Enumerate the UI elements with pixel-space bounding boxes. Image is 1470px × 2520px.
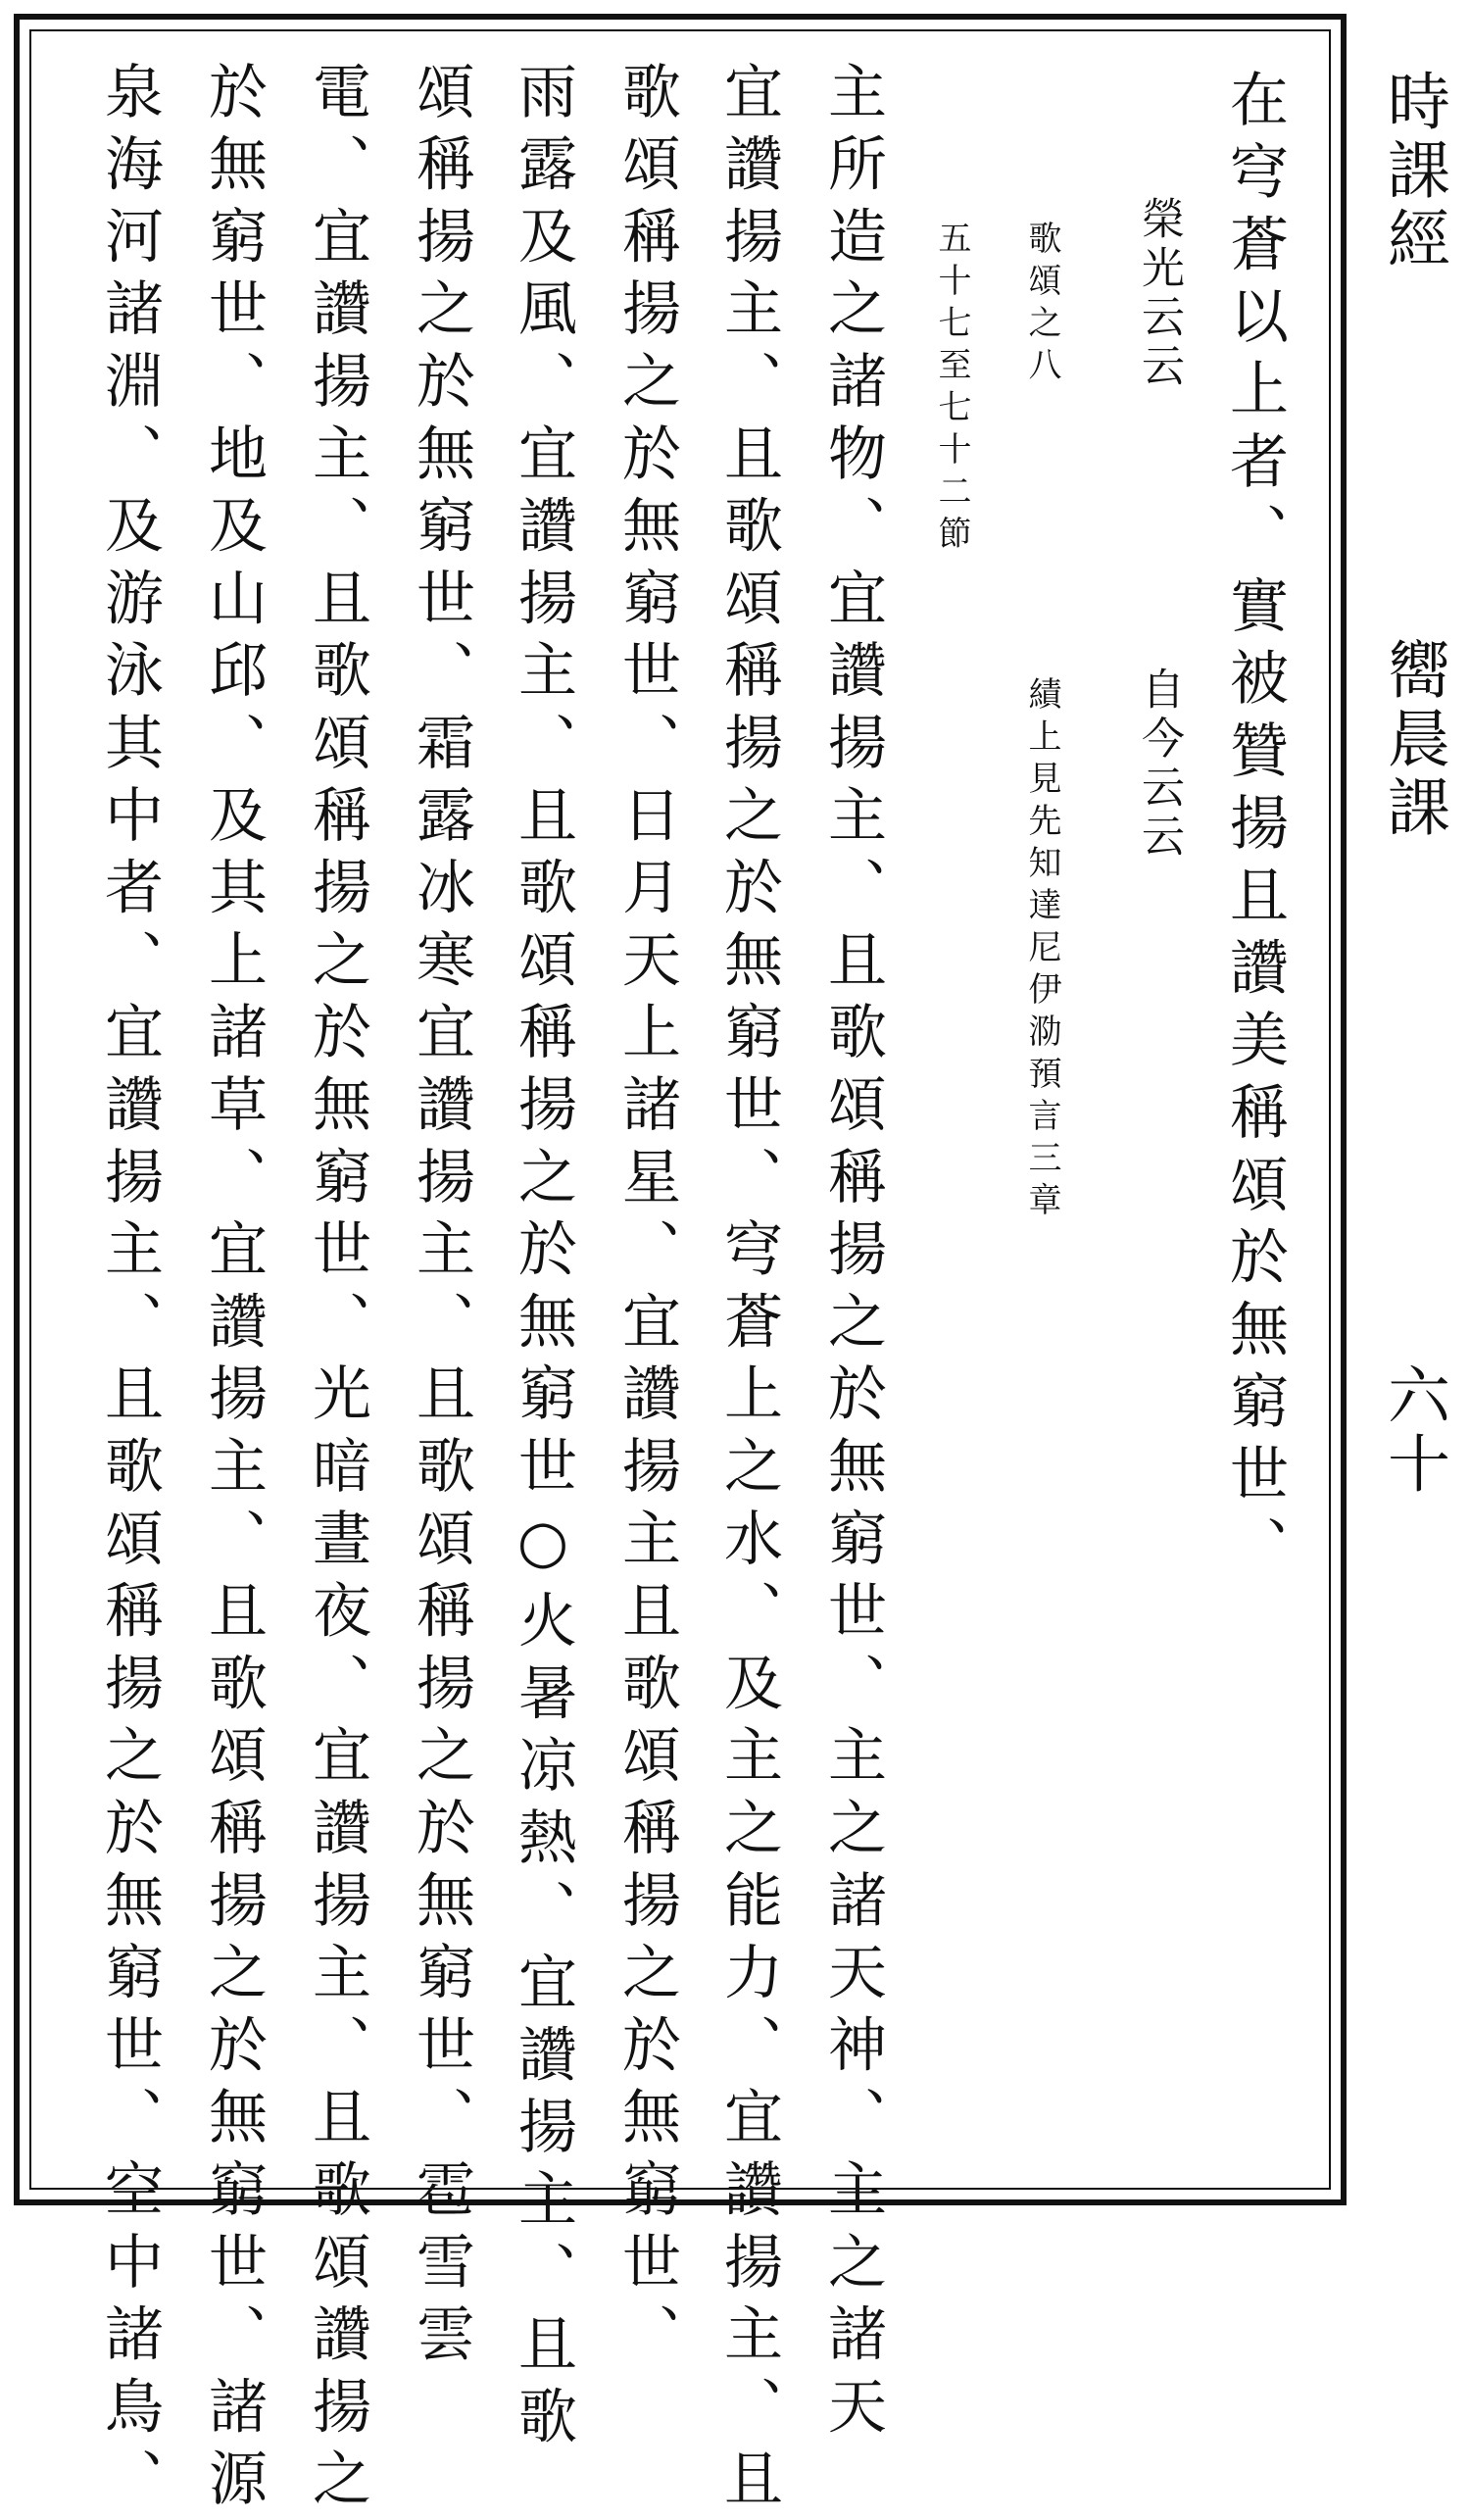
body-line-3: 歌頌稱揚之於無窮世、日月天上諸星、宜讚揚主且歌頌稱揚之於無窮世、 <box>612 61 681 2376</box>
section-title: 嚮晨課 <box>1377 637 1449 843</box>
body-line-8: 泉海河諸淵、及游泳其中者、宜讚揚主、且歌頌稱揚之於無窮世、空中諸鳥、 <box>95 61 164 2520</box>
book-title: 時課經 <box>1377 69 1449 274</box>
doxology-now: 自今云云 <box>1134 667 1184 863</box>
ode-title: 歌頌之八 <box>1022 221 1061 389</box>
heading-line: 在穹蒼以上者、實被贊揚且讚美稱頌於無窮世、 <box>1220 69 1289 1588</box>
body-line-7: 於無窮世、地及山邱、及其上諸草、宜讚揚主、且歌頌稱揚之於無窮世、諸源 <box>199 61 268 2520</box>
body-line-1: 主所造之諸物、宜讚揚主、且歌頌稱揚之於無窮世、主之諸天神、主之諸天 <box>818 61 887 2448</box>
page-number: 六十 <box>1377 1362 1449 1500</box>
body-line-4: 雨露及風、宜讚揚主、且歌頌稱揚之於無窮世○火暑凉熱、宜讚揚主、且歌 <box>509 61 577 2458</box>
ode-source: 績上見先知達尼伊泐預言三章 <box>1022 676 1061 1224</box>
body-line-6: 電、宜讚揚主、且歌頌稱揚之於無窮世、光暗晝夜、宜讚揚主、且歌頌讚揚之 <box>303 61 371 2520</box>
doxology-gloria: 榮光云云 <box>1134 196 1184 392</box>
body-line-5: 頌稱揚之於無窮世、霜露冰寒宜讚揚主、且歌頌稱揚之於無窮世、雹雪雲 <box>407 61 475 2376</box>
body-line-2: 宜讚揚主、且歌頌稱揚之於無窮世、穹蒼上之水、及主之能力、宜讚揚主、且 <box>714 61 783 2520</box>
ode-verses: 五十七至七十二節 <box>932 221 971 558</box>
